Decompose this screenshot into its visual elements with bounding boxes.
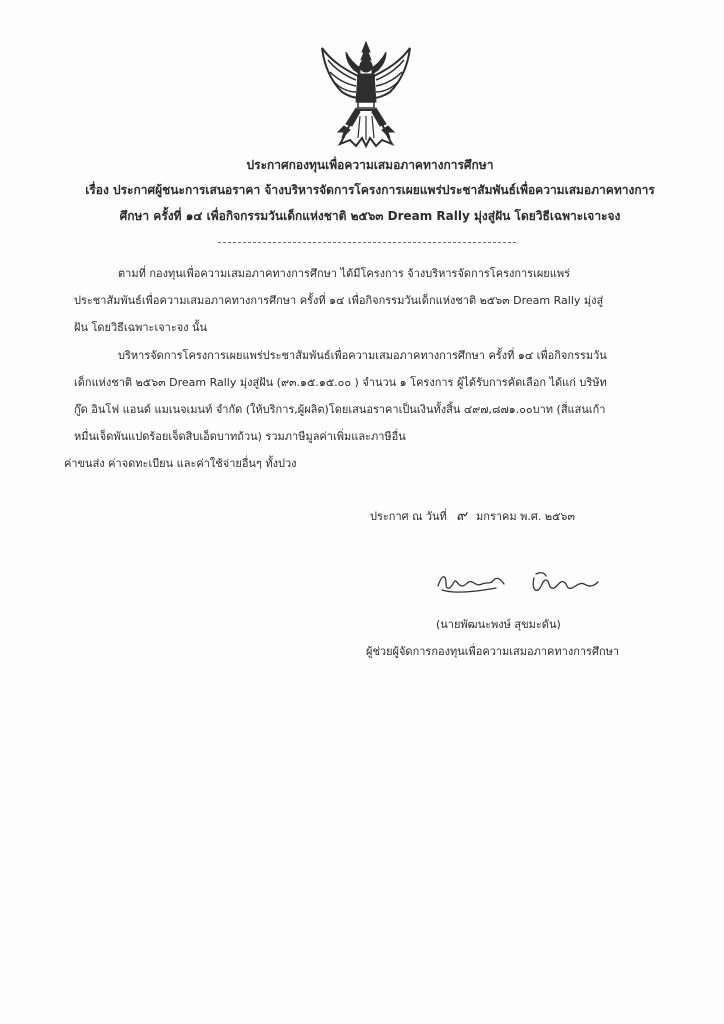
announcement-date bbox=[370, 508, 575, 525]
handwritten-signature bbox=[434, 568, 604, 598]
announcement-subject-line-2: ศึกษา ครั้งที่ ๑๔ เพื่อกิจกรรมวันเด็กแห่งชาติ ๒๕๖๓ Dream Rally มุ่งสู่ฝัน โดยวิธีเฉพาะเจาะจง bbox=[119, 209, 621, 223]
paragraph-1-line-2: ประชาสัมพันธ์เพื่อความเสมอภาคทางการศึกษา ครั้งที่ ๑๔ เพื่อกิจกรรมวันเด็กแห่งชาติ ๒๕๖๓ Dream Rally มุ่งสู่ bbox=[74, 294, 604, 307]
paragraph-1-line-1: ตามที่ กองทุนเพื่อความเสมอภาคทางการศึกษา ได้มีโครงการ จ้างบริหารจัดการโครงการเผยแพร่ bbox=[118, 267, 570, 280]
date-month-year: มกราคม พ.ศ. ๒๕๖๓ bbox=[476, 510, 575, 523]
signatory-name: (นายพัฒนะพงษ์ สุขมะดัน) bbox=[436, 618, 561, 631]
paragraph-2-line-1: บริหารจัดการโครงการเผยแพร่ประชาสัมพันธ์เพื่อความเสมอภาคทางการศึกษา ครั้งที่ ๑๔ เพื่อกิจกรรมวัน bbox=[118, 349, 607, 362]
paragraph-1-line-3: ฝัน โดยวิธีเฉพาะเจาะจง นั้น bbox=[74, 321, 208, 334]
paragraph-2-line-4: หมื่นเจ็ดพันแปดร้อยเจ็ดสิบเอ็ดบาทถ้วน) รวมภาษีมูลค่าเพิ่มและภาษีอื่น bbox=[74, 430, 406, 443]
garuda-emblem-icon bbox=[316, 40, 416, 150]
paragraph-2-line-3: กู๊ด อินโฟ แอนด์ แมเนจเมนท์ จำกัด (ให้บริการ,ผู้ผลิต)โดยเสนอราคาเป็นเงินทั้งสิ้น ๔๙๗,๘๗๑.๐๐บาท (สี่แสนเก้า bbox=[74, 403, 606, 416]
date-day: ๙ bbox=[456, 508, 467, 524]
paragraph-2-line-5: ค่าขนส่ง ค่าจดทะเบียน และค่าใช้จ่ายอื่นๆ ทั้งปวง bbox=[64, 457, 297, 470]
announcement-subject-line-1: เรื่อง ประกาศผู้ชนะการเสนอราคา จ้างบริหารจัดการโครงการเผยแพร่ประชาสัมพันธ์เพื่อความเสมอภาคทางการ bbox=[85, 183, 655, 197]
dashed-divider bbox=[218, 242, 516, 243]
announcement-title: ประกาศกองทุนเพื่อความเสมอภาคทางการศึกษา bbox=[246, 158, 494, 172]
paragraph-2-line-2: เด็กแห่งชาติ ๒๕๖๓ Dream Rally มุ่งสู่ฝัน (๙๓.๑๕.๑๕.๐๐ ) จำนวน ๑ โครงการ ผู้ได้รับการคัดเลือก ได้แก่ บริษัท bbox=[74, 376, 607, 389]
date-prefix: ประกาศ ณ วันที่ bbox=[370, 510, 447, 523]
signatory-position: ผู้ช่วยผู้จัดการกองทุนเพื่อความเสมอภาคทางการศึกษา bbox=[366, 645, 620, 658]
